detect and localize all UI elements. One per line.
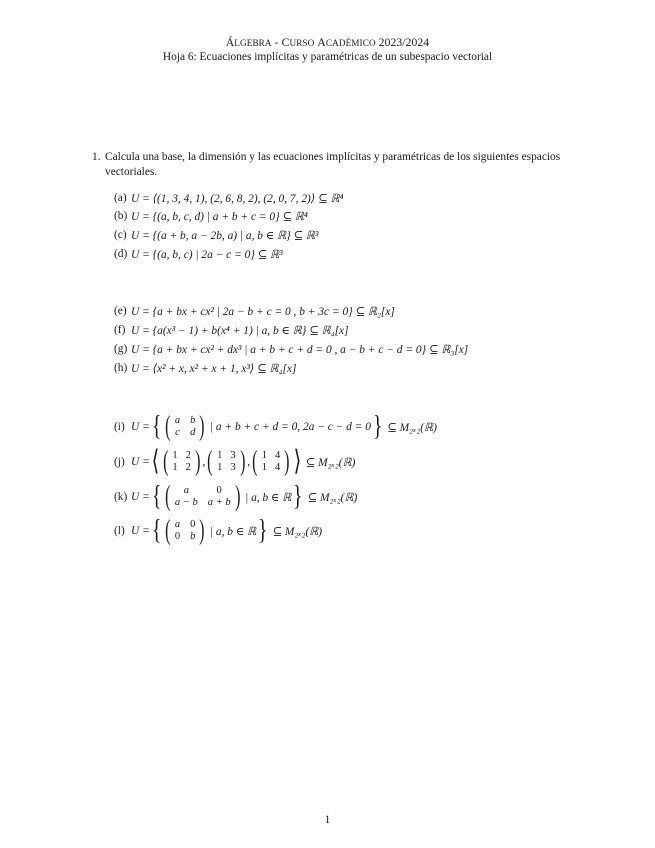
page-number: 1	[324, 814, 331, 826]
set-lead: U =	[131, 420, 150, 433]
set-lead: U =	[131, 524, 150, 537]
problem-1	[92, 150, 597, 179]
item-formula: U = {a + bx + cx² | 2a − b + c = 0 , b + 3c = 0} ⊆ ℝ₂[x]	[131, 306, 395, 318]
matrix-entry: 0	[216, 484, 222, 496]
ambient-space: ⊆ M₂ₓ₂(ℝ)	[272, 525, 323, 538]
sheet-subtitle: Hoja 6: Ecuaciones implícitas y paramétricas de un subespacio vectorial	[162, 51, 493, 63]
item-formula: U = {a(x³ − 1) + b(x⁴ + 1) | a, b ∈ ℝ} ⊆ ℝ₄[x]	[131, 325, 349, 337]
title-year: 2023/2024	[375, 36, 430, 49]
matrix-entry: a	[174, 518, 181, 530]
problem-number: 1.	[92, 151, 101, 163]
left-paren: (	[165, 514, 171, 546]
matrix-entry: a − b	[174, 496, 198, 508]
matrix-entry: a	[174, 414, 181, 426]
matrix-entry: 2	[185, 449, 191, 461]
matrix	[172, 450, 191, 474]
page-header	[0, 36, 655, 64]
item-label: (c)	[114, 229, 127, 241]
title-rest-c: URSO	[289, 38, 315, 48]
matrix-entry: d	[190, 426, 196, 438]
right-brace: }	[258, 514, 268, 546]
matrix-entry: 3	[230, 461, 236, 473]
left-paren: (	[252, 445, 258, 477]
matrix-entry: 0	[190, 518, 196, 530]
item-label: (l)	[114, 524, 125, 537]
item-g	[114, 342, 468, 356]
matrix	[175, 519, 196, 543]
title-initial-a: Á	[225, 36, 235, 49]
item-h	[114, 361, 296, 375]
item-formula: U = ⟨x² + x, x² + x + 1, x³⟩ ⊆ ℝ₄[x]	[131, 363, 297, 375]
left-paren: (	[165, 410, 171, 442]
matrix-entry: 1	[261, 449, 268, 461]
item-label: (d)	[114, 248, 128, 260]
right-paren: )	[199, 514, 205, 546]
item-e	[114, 304, 395, 318]
ambient-space: ⊆ M₂ₓ₂(ℝ)	[307, 491, 358, 504]
item-formula: U = {(a + b, a − 2b, a) | a, b ∈ ℝ} ⊆ ℝ³	[131, 230, 319, 242]
item-formula: U = {a + bx + cx² + dx³ | a + b + c + d = 0 , a − b + c − d = 0} ⊆ ℝ₃[x]	[131, 344, 469, 356]
course-title	[0, 36, 655, 50]
matrix-entry: b	[190, 414, 196, 426]
matrix-entry: c	[175, 426, 180, 438]
matrix	[217, 450, 236, 474]
right-paren: )	[239, 445, 246, 477]
left-angle: ⟨	[151, 445, 160, 477]
set-lead: U =	[131, 455, 150, 468]
matrix-entry: 4	[275, 449, 281, 461]
matrix-entry: b	[190, 530, 196, 542]
set-condition: | a, b ∈ ℝ	[209, 525, 257, 538]
right-paren: )	[234, 480, 241, 512]
right-paren: )	[199, 410, 205, 442]
title-rest-a: LGEBRA	[234, 38, 272, 48]
matrix-entry: a + b	[207, 496, 231, 508]
left-brace: {	[151, 410, 162, 442]
item-label: (f)	[114, 324, 126, 336]
ambient-space: ⊆ M₂ₓ₂(ℝ)	[305, 456, 356, 469]
set-lead: U =	[131, 490, 150, 503]
title-rest-acad: CADÉMICO	[325, 38, 376, 48]
item-formula: U = ⟨(1, 3, 4, 1), (2, 6, 8, 2), (2, 0, 7, 2)⟩ ⊆ ℝ⁴	[131, 193, 344, 205]
item-label: (i)	[114, 420, 125, 433]
item-label: (a)	[114, 192, 127, 204]
matrix	[175, 415, 196, 439]
left-brace: {	[151, 514, 162, 546]
matrix-entry: 1	[172, 461, 178, 473]
item-c	[114, 228, 318, 242]
problem-statement: Calcula una base, la dimensión y las ecuaciones implícitas y paramétricas de los siguientes espacios vectoriales.	[105, 151, 561, 178]
right-brace: }	[293, 480, 303, 512]
title-dash: -	[271, 36, 282, 49]
ambient-space: ⊆ M₂ₓ₂(ℝ)	[387, 421, 437, 434]
item-formula: U = {(a, b, c) | 2a − c = 0} ⊆ ℝ³	[131, 249, 283, 261]
matrix-entry: 0	[174, 530, 181, 542]
item-d	[114, 247, 283, 261]
item-label: (k)	[114, 490, 128, 503]
item-k	[114, 482, 357, 511]
matrix-entry: 1	[217, 449, 223, 461]
left-paren: (	[207, 445, 213, 477]
item-j: (j) U = ⟨ ( 1 2 1 2 ) , ( 1 3 1 3 ) , ( 1 4 1 4 ) ⟩ ⊆ M₂ₓ₂(ℝ)	[114, 445, 356, 477]
item-label: (b)	[114, 210, 128, 222]
title-initial-c: C	[281, 36, 290, 49]
item-b	[114, 209, 308, 223]
item-f	[114, 323, 349, 337]
matrix-entry: 3	[230, 449, 236, 461]
matrix-entry: 1	[217, 461, 223, 473]
matrix-entry: a	[183, 484, 189, 496]
matrix-entry: 2	[185, 461, 191, 473]
matrix	[175, 485, 231, 509]
item-label: (e)	[114, 305, 127, 317]
left-brace: {	[151, 480, 162, 512]
item-l	[114, 516, 322, 545]
item-formula: U = {(a, b, c, d) | a + b + c = 0} ⊆ ℝ⁴	[131, 211, 308, 223]
item-label: (j)	[114, 455, 125, 468]
right-brace: }	[372, 410, 383, 442]
item-i	[114, 412, 437, 441]
item-a	[114, 191, 343, 205]
matrix-entry: 4	[275, 461, 281, 473]
matrix-entry: 1	[261, 461, 268, 473]
item-label: (g)	[114, 343, 128, 355]
right-paren: )	[284, 445, 290, 477]
item-label: (h)	[114, 362, 128, 374]
set-condition: | a, b ∈ ℝ	[245, 491, 292, 504]
left-paren: (	[162, 445, 169, 477]
matrix	[262, 450, 281, 474]
set-condition: | a + b + c + d = 0, 2a − c − d = 0	[209, 420, 371, 433]
right-paren: )	[195, 445, 201, 477]
right-angle: ⟩	[293, 445, 302, 477]
matrix-entry: 1	[172, 449, 178, 461]
left-paren: (	[165, 480, 171, 512]
title-initial-acad: A	[317, 36, 326, 49]
